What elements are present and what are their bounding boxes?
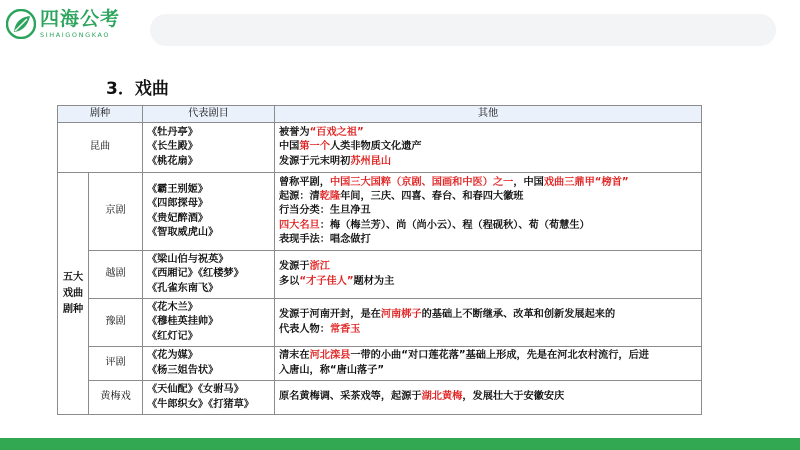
logo-chinese-text: 四海公考 <box>40 7 121 30</box>
table-row <box>58 299 702 347</box>
other-cell: 曾称平剧，中国三大国粹（京剧、国画和中医）之一，中国戏曲三鼎甲“榜首” 起源：清乾隆年间，三庆、四喜、春台、和春四大徽班 行当分类：生旦净丑 四大名旦：梅（梅兰芳）、尚（尚小云）、程（程砚秋）、荀（荀慧生） 表现手法：唱念做打 <box>275 173 702 251</box>
works-cell: 《天仙配》《女驸马》 《牛郎织女》《打猪草》 <box>143 381 275 415</box>
other-cell: 清末在河北滦县一带的小曲“对口莲花落”基础上形成，先是在河北农村流行，后进 入唐山，称“唐山落子” <box>275 347 702 381</box>
other-cell: 原名黄梅调、采茶戏等，起源于湖北黄梅，发展壮大于安徽安庆 <box>275 381 702 415</box>
logo <box>6 9 120 39</box>
genre-name: 越剧 <box>89 251 143 299</box>
section-title: 3．戏曲 <box>106 79 169 99</box>
table-row <box>58 347 702 381</box>
other-cell: 被誉为“百戏之祖” 中国第一个人类非物质文化遗产 发源于元末明初苏州昆山 <box>275 123 702 173</box>
table-row <box>58 173 702 251</box>
group-label: 五大 戏曲 剧种 <box>58 173 89 415</box>
header-works: 代表剧目 <box>143 106 275 123</box>
works-cell: 《花为媒》 《杨三姐告状》 <box>143 347 275 381</box>
logo-leaf-icon <box>6 9 36 39</box>
genre-name: 京剧 <box>89 173 143 251</box>
works-cell: 《花木兰》 《穆桂英挂帅》 《红灯记》 <box>143 299 275 347</box>
genre-name: 豫剧 <box>89 299 143 347</box>
genre-name: 黄梅戏 <box>89 381 143 415</box>
header-other: 其他 <box>275 106 702 123</box>
opera-table <box>57 105 702 415</box>
genre-name: 昆曲 <box>58 123 143 173</box>
table-row <box>58 381 702 415</box>
logo-english-text: SIHAIGONGKAO <box>40 30 111 39</box>
other-cell: 发源于河南开封，是在河南梆子的基础上不断继承、改革和创新发展起来的 代表人物：常香玉 <box>275 299 702 347</box>
table-header-row <box>58 106 702 123</box>
header-genre: 剧种 <box>58 106 143 123</box>
header-bar <box>150 14 776 46</box>
header <box>0 0 800 58</box>
other-cell: 发源于浙江 多以“才子佳人”题材为主 <box>275 251 702 299</box>
works-cell: 《牡丹亭》 《长生殿》 《桃花扇》 <box>143 123 275 173</box>
works-cell: 《霸王别姬》 《四郎探母》 《贵妃醉酒》 《智取威虎山》 <box>143 173 275 251</box>
table-row <box>58 123 702 173</box>
table-row <box>58 251 702 299</box>
footer-bar <box>0 438 800 450</box>
works-cell: 《梁山伯与祝英》 《西厢记》《红楼梦》 《孔雀东南飞》 <box>143 251 275 299</box>
genre-name: 评剧 <box>89 347 143 381</box>
